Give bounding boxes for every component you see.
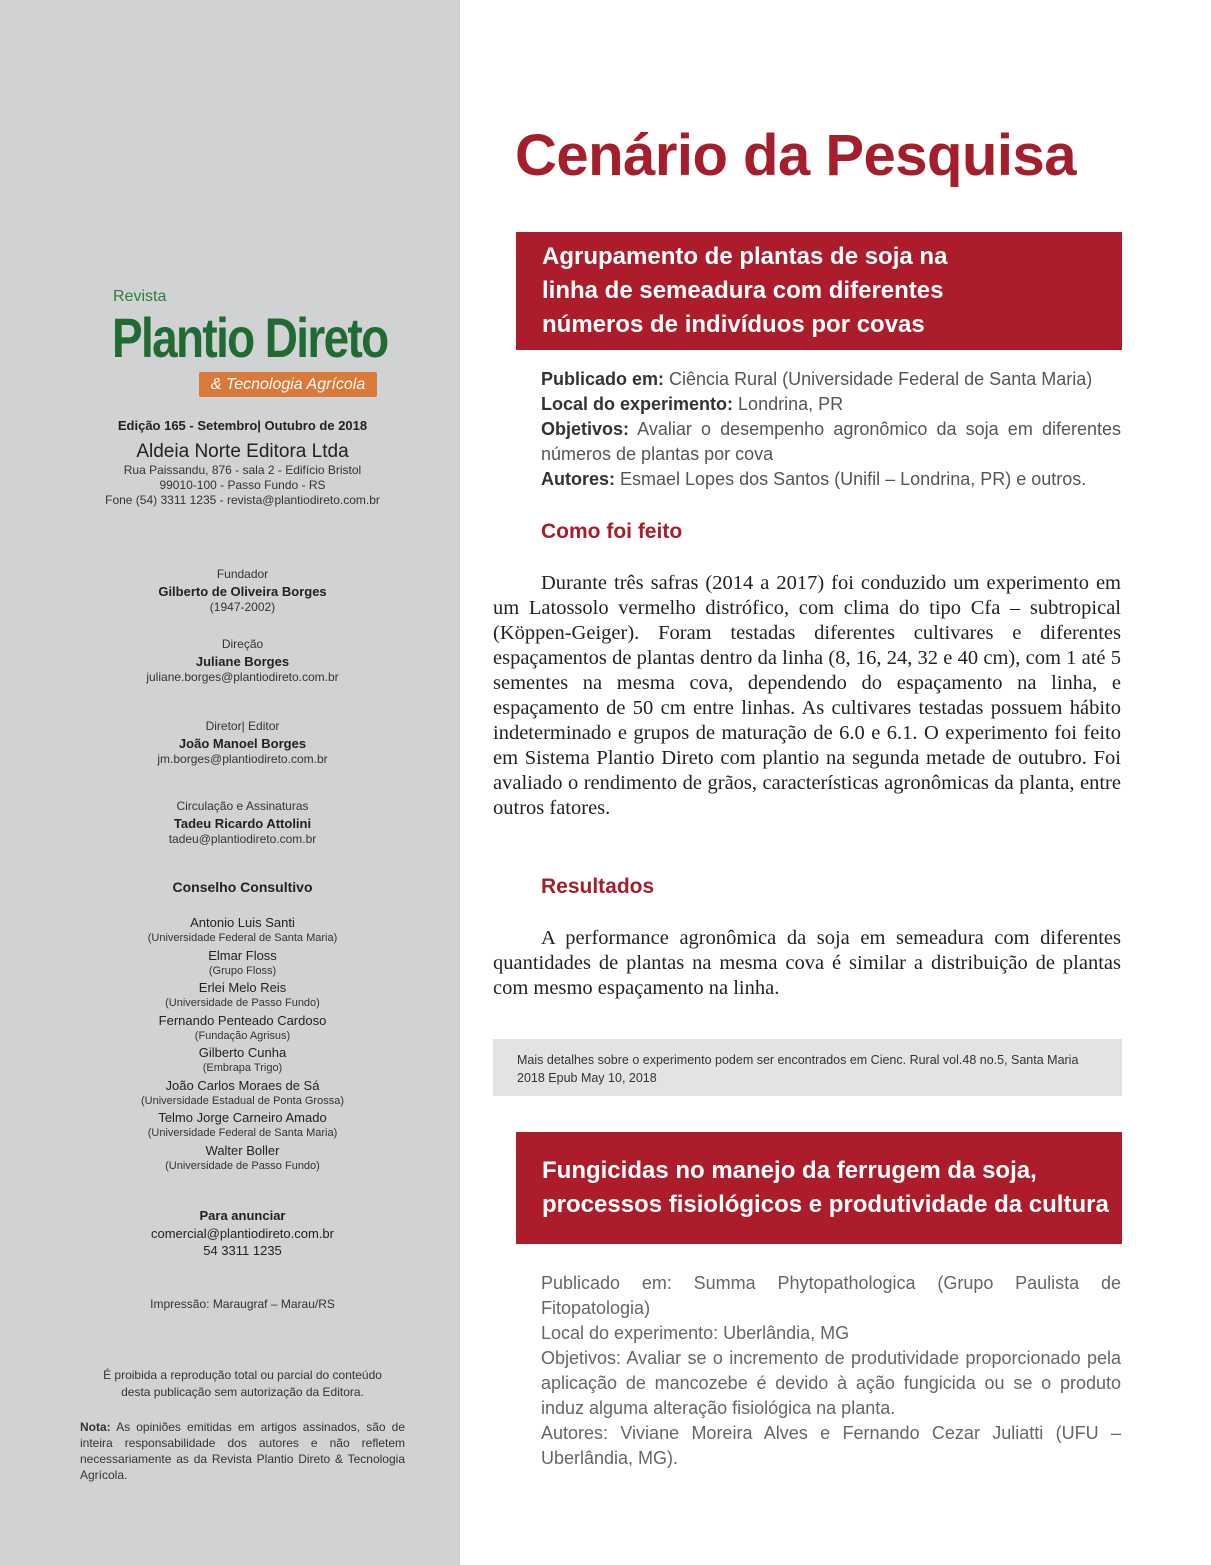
article1-location: Local do experimento: Londrina, PR (541, 394, 844, 414)
legal-line: É proibida a reprodução total ou parcial do conteúdo (103, 1368, 382, 1382)
address-line: Rua Paissandu, 876 - sala 2 - Edifício Bristol (123, 463, 362, 477)
article2-title-box (516, 1132, 1122, 1244)
direction-email[interactable]: juliane.borges@plantiodireto.com.br (146, 670, 339, 684)
page-title: Cenário da Pesquisa (515, 123, 1077, 188)
ads-phone: 54 3311 1235 (203, 1243, 282, 1258)
article1-title-line: números de indivíduos por covas (542, 311, 925, 338)
council-member-inst: (Universidade Federal de Santa Maria) (147, 932, 338, 944)
article2-title-line: Fungicidas no manejo da ferrugem da soja, (542, 1157, 1037, 1184)
logo-revista: Revista (113, 288, 167, 305)
council-member-name: Fernando Penteado Cardoso (158, 1013, 327, 1028)
section-results: Resultados (541, 875, 655, 898)
article2-objectives: Objetivos: Avaliar se o incremento de produtividade proporcionado pela aplicação de mancozebe é devido à ação fungicida ou se o produto induz alguma alteração fisiológica na planta. (541, 1348, 1121, 1418)
council-member-name: Elmar Floss (208, 948, 277, 963)
article1-title-box (516, 232, 1122, 350)
council-member-inst: (Fundação Agrisus) (194, 1030, 291, 1042)
council-member-inst: (Universidade Estadual de Ponta Grossa) (141, 1095, 344, 1107)
council-member-name: Erlei Melo Reis (198, 980, 287, 995)
sidebar (0, 0, 460, 1565)
article1-meta (541, 367, 1121, 492)
contact-line: Fone (54) 3311 1235 - revista@plantiodireto.com.br (105, 493, 380, 507)
editor-label: Diretor| Editor (205, 719, 280, 733)
council-member-inst: (Universidade de Passo Fundo) (165, 1160, 320, 1172)
article2-location: Local do experimento: Uberlândia, MG (541, 1323, 850, 1343)
article2-authors: Autores: Viviane Moreira Alves e Fernando Cezar Juliatti (UFU – Uberlândia, MG). (541, 1423, 1121, 1468)
council-member-name: João Carlos Moraes de Sá (165, 1078, 320, 1093)
circulation-label: Circulação e Assinaturas (176, 799, 309, 813)
more-details-text: Mais detalhes sobre o experimento podem ser encontrados em Cienc. Rural vol.48 no.5, Santa Maria 2018 Epub May 10, 2018 (517, 1053, 1079, 1085)
note-label: Nota: (80, 1420, 111, 1434)
article1-title-line: Agrupamento de plantas de soja na (542, 243, 948, 270)
direction-name: Juliane Borges (195, 654, 290, 669)
article1-authors: Autores: Esmael Lopes dos Santos (Unifil – Londrina, PR) e outros. (541, 469, 1087, 489)
council-member-inst: (Embrapa Trigo) (202, 1062, 283, 1074)
logo-tag: & Tecnologia Agrícola (199, 372, 377, 397)
legal-notice (0, 1367, 485, 1401)
council-title: Conselho Consultivo (172, 879, 313, 895)
ads-email[interactable]: comercial@plantiodireto.com.br (151, 1226, 334, 1241)
article2-published: Publicado em: Summa Phytopathologica (Grupo Paulista de Fitopatologia) (541, 1273, 1121, 1318)
council-member-name: Gilberto Cunha (198, 1045, 287, 1060)
logo-name: Plantio Direto (112, 306, 388, 369)
council-member-inst: (Universidade de Passo Fundo) (165, 997, 320, 1009)
ads-label: Para anunciar (199, 1208, 286, 1223)
article2-title-line: processos fisiológicos e produtividade da cultura (542, 1191, 1109, 1218)
results-text: A performance agronômica da soja em semeadura com diferentes quantidades de plantas na mesma cova é similar a distribuição de plantas com mesmo espaçamento na linha. (493, 927, 1121, 999)
circulation-email[interactable]: tadeu@plantiodireto.com.br (168, 832, 317, 846)
council-member-name: Walter Boller (205, 1143, 280, 1158)
article1-published: Publicado em: Ciência Rural (Universidade Federal de Santa Maria) (541, 369, 1093, 389)
founder-label: Fundador (216, 567, 269, 581)
council-member-inst: (Universidade Federal de Santa Maria) (147, 1127, 338, 1139)
how-text: Durante três safras (2014 a 2017) foi conduzido um experimento em um Latossolo vermelho distrófico, com clima do tipo Cfa – subtropical (Köppen-Geiger). Foram testadas diferentes cultivares e diferentes espaçamentos de plantas dentro da linha (8, 16, 24, 32 e 40 cm), com 1 até 5 sementes na mesma cova, dependendo do espaçamento na linha, e espaçamento de 50 cm entre linhas. As cultivares testadas possuem hábito indeterminado e grupos de maturação de 6.0 e 6.1. O experimento foi feito em Sistema Plantio Direto com plantio na segunda metade de outubro. Foi avaliado o rendimento de grãos, características agronômicas da planta, entre outros fatores. (493, 572, 1121, 819)
council-member-name: Antonio Luis Santi (190, 915, 295, 930)
note-text: As opiniões emitidas em artigos assinados, são de inteira responsabilidade dos autores e não refletem necessariamente as da Revista Plantio Direto & Tecnologia Agrícola. (80, 1420, 405, 1482)
founder-years: (1947-2002) (209, 600, 276, 614)
print-info: Impressão: Maraugraf – Marau/RS (150, 1297, 335, 1311)
article2-meta (541, 1271, 1121, 1471)
editor-email[interactable]: jm.borges@plantiodireto.com.br (157, 752, 328, 766)
council-member-name: Telmo Jorge Carneiro Amado (158, 1110, 327, 1125)
more-details-box (493, 1039, 1122, 1096)
section-how: Como foi feito (541, 520, 683, 543)
publisher: Aldeia Norte Editora Ltda (136, 441, 349, 462)
address-line: 99010-100 - Passo Fundo - RS (159, 478, 326, 492)
founder-name: Gilberto de Oliveira Borges (158, 584, 327, 599)
legal-line: desta publicação sem autorização da Editora. (121, 1385, 364, 1399)
council-member-inst: (Grupo Floss) (208, 965, 277, 977)
article1-title-line: linha de semeadura com diferentes (542, 277, 944, 304)
edition: Edição 165 - Setembro| Outubro de 2018 (117, 418, 368, 433)
editor-name: João Manoel Borges (178, 736, 307, 751)
note (80, 1419, 405, 1483)
article1-objectives: Objetivos: Avaliar o desempenho agronômico da soja em diferentes números de plantas por cova (541, 419, 1121, 464)
direction-label: Direção (221, 637, 264, 651)
circulation-name: Tadeu Ricardo Attolini (173, 816, 312, 831)
